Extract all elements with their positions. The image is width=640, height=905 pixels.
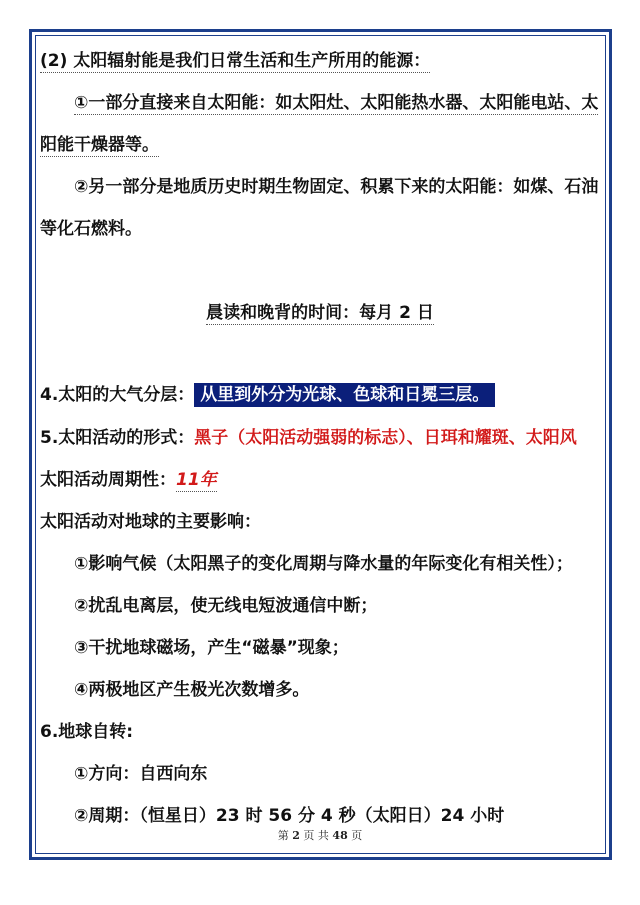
activity-cycle-value: 11年: [176, 470, 217, 490]
item6-title: 6.地球自转:: [40, 722, 134, 742]
activity-cycle-row: [40, 469, 217, 491]
item5-row: [40, 427, 577, 449]
section2-item2-line1: ②另一部分是地质历史时期生物固定、积累下来的太阳能：如煤、石油: [74, 177, 599, 197]
page-footer: 第 2 页 共 48 页: [277, 829, 363, 842]
effect-item: ③干扰地球磁场，产生“磁暴”现象；: [74, 638, 349, 658]
item5-label: 5.太阳活动的形式：: [40, 428, 195, 448]
item4-label: 4.太阳的大气分层：: [40, 385, 195, 405]
effects-title: 太阳活动对地球的主要影响：: [40, 512, 261, 532]
item4-answer: 从里到外分为光球、色球和日冕三层。: [194, 383, 495, 407]
item4-row: [40, 384, 495, 406]
reading-time-note: 晨读和晚背的时间：每月 2 日: [206, 303, 434, 323]
effect-item: ②扰乱电离层，使无线电短波通信中断；: [74, 596, 378, 616]
item6-direction: ①方向：自西向东: [74, 764, 208, 784]
section2-item2-line2: 等化石燃料。: [40, 219, 142, 239]
activity-cycle-label: 太阳活动周期性：: [40, 470, 176, 490]
section2-item1-line1: ①一部分直接来自太阳能：如太阳灶、太阳能热水器、太阳能电站、太: [74, 93, 599, 113]
page-number: 2: [292, 829, 300, 842]
item5-answer: 黑子（太阳活动强弱的标志）、日珥和耀斑、太阳风: [194, 428, 577, 448]
section2-item1-line2: 阳能干燥器等。: [40, 135, 159, 155]
section2-title: (2) 太阳辐射能是我们日常生活和生产所用的能源：: [40, 51, 431, 71]
page-total: 48: [332, 829, 348, 842]
effect-item: ④两极地区产生极光次数增多。: [74, 680, 310, 700]
item6-period: ②周期：（恒星日）23 时 56 分 4 秒（太阳日）24 小时: [74, 806, 505, 826]
effect-item: ①影响气候（太阳黑子的变化周期与降水量的年际变化有相关性）；: [74, 554, 573, 574]
